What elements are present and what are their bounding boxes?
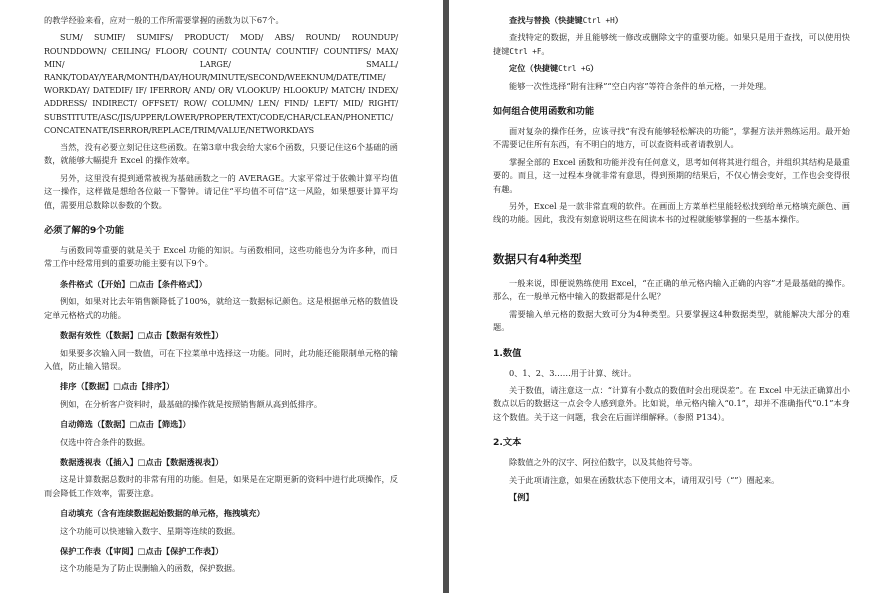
feature-desc-end: 。 <box>541 45 550 56</box>
paragraph: 面对复杂的操作任务，应该寻找“有没有能够轻松解决的功能”，掌握方法并熟练运用。最开始不需要记住所有东西，有不明白的地方，可以查资料或者请教别人。 <box>493 126 850 150</box>
shortcut-key: Ctrl +G <box>558 64 591 74</box>
paragraph: 关于数值，请注意这一点：“计算有小数点的数值时会出现误差”。在 Excel 中无法正确算出小数点以后的数据这一点会令人感到意外。比如说，单元格内输入“0.1”，却并不准确指代“0.1”本身这个数值。关于这一问题，我会在后面详细解释。（参照 P134）。 <box>493 384 850 422</box>
feature-desc <box>493 31 850 58</box>
feature-title: 条件格式（【开始】□点击【条件格式】） <box>60 278 207 289</box>
feature-title <box>509 62 850 75</box>
paragraph: 另外，这里没有提到通常被视为基础函数之一的 AVERAGE。大家平常过于依赖计算平均值这一操作，这样做是想给各位敲一下警钟。请记住“平均值不可信”这一风险，如果想要计算平均值，需要用总数除以参数的个数。 <box>44 172 398 210</box>
feature-desc: 这是计算数据总数时的非常有用的功能。但是，如果是在定期更新的资料中进行此项操作，反而会降低工作效率，需要注意。 <box>44 474 398 498</box>
paragraph: 除数值之外的汉字、阿拉伯数字，以及其他符号等。 <box>509 457 698 468</box>
left-page <box>0 0 443 593</box>
feature-title: 自动筛选（【数据】□点击【筛选】） <box>60 419 191 430</box>
feature-desc: 例如，如果对比去年销售额降低了100%，就给这一数据标记颜色。这是根据单元格的数值设定单元格格式的功能。 <box>44 296 398 320</box>
section-heading: 1.数值 <box>493 347 522 359</box>
right-page <box>449 0 892 593</box>
paragraph: 与函数同等重要的就是关于 Excel 功能的知识。与函数相同，这些功能也分为许多种，而日常工作中经常用到的重要功能主要有以下9个。 <box>44 245 398 269</box>
paragraph: 0、1、2、3……用于计算、统计。 <box>509 367 637 378</box>
paragraph: 当然，没有必要立刻记住这些函数。在第3章中我会给大家6个函数，只要记住这6个基础的函数，就能够大幅提升 Excel 的操作效率。 <box>44 142 398 166</box>
feature-title: 数据透视表（【插入】□点击【数据透视表】） <box>60 456 224 467</box>
feature-desc: 这个功能是为了防止误删输入的函数，保护数据。 <box>60 563 241 574</box>
feature-title-close: ） <box>614 15 623 25</box>
feature-title: 保护工作表（【审阅】□点击【保护工作表】） <box>60 545 224 556</box>
shortcut-key: Ctrl +F <box>509 46 542 56</box>
paragraph: 关于此项请注意，如果在函数状态下使用文本，请用双引号（“”）圈起来。 <box>509 474 780 485</box>
feature-title <box>509 14 850 27</box>
example-label: 【例】 <box>509 491 534 502</box>
feature-desc-text: 查找特定的数据，并且能够统一修改或删除文字的重要功能。如果只是用于查找，可以使用快捷键 <box>493 32 850 56</box>
feature-desc: 例如，在分析客户资料时，最基础的操作就是按照销售额从高到低排序。 <box>60 398 323 409</box>
chapter-heading: 数据只有4种类型 <box>493 251 582 266</box>
feature-title-text: 定位（快捷键 <box>509 63 559 74</box>
feature-title: 数据有效性（【数据】□点击【数据有效性】） <box>60 330 224 341</box>
feature-title-close: ） <box>590 63 599 74</box>
section-heading: 必须了解的9个功能 <box>44 225 124 237</box>
intro-text: 的教学经验来看，应对一般的工作所需要掌握的函数为以下67个。 <box>44 15 284 25</box>
feature-title-text: 查找与替换（快捷键 <box>509 15 583 25</box>
paragraph: 需要输入单元格的数据大致可分为4种类型。只要掌握这4种数据类型，就能解决大部分的难题。 <box>493 308 850 333</box>
feature-desc: 如果要多次输入同一数值，可在下拉菜单中选择这一功能。同时，此功能还能限制单元格的输入值，防止输入错误。 <box>44 347 398 371</box>
feature-desc: 仅选中符合条件的数据。 <box>60 436 151 447</box>
functions-list: SUM/ SUMIF/ SUMIFS/ PRODUCT/ MOD/ ABS/ ROUND/ ROUNDUP/ ROUNDDOWN/ CEILING/ FLOOR/ COUNT/ COUNTA/ COUNTIF/ COUNTIFS/ MAX/ MIN/ LARGE/ SMALL/ RANK/TODAY/YEAR/MONTH/DAY/HOUR/MINUTE/SECOND/WEEKNUM/DATE/TIME/ WORKDAY/ DATEDIF/ IF/ IFERROR/ AND/ OR/ VLOOKUP/ HLOOKUP/ MATCH/ INDEX/ ADDRESS/ INDIRECT/ OFFSET/ ROW/ COLUMN/ LEN/ FIND/ LEFT/ MID/ RIGHT/ SUBSTITUTE/ASC/JIS/UPPER/LOWER/PROPER/TEXT/CODE/CHAR/CLEAN/PHONETIC/ CONCATENATE/ISERROR/REPLACE/TRIM/VALUE/NETWORKDAYS <box>44 33 398 135</box>
shortcut-key: Ctrl +H <box>582 16 615 25</box>
feature-title: 自动填充（含有连续数据起始数据的单元格，拖拽填充） <box>60 508 265 519</box>
feature-desc: 能够一次性选择“附有注释”“空白内容”等符合条件的单元格，一并处理。 <box>509 80 772 91</box>
paragraph: 一般来说，即便说熟练使用 Excel，“在正确的单元格内输入正确的内容”才是最基础的操作。那么，在一般单元格中输入的数据都是什么呢？ <box>493 277 850 302</box>
paragraph: 掌握全部的 Excel 函数和功能并没有任何意义，思考如何将其进行组合，并组织其结构是最重要的。而且，这一过程本身就非常有意思，得到预期的结果后，不仅心情会变好，工作也会变得很有趣。 <box>493 156 850 194</box>
paragraph: 另外，Excel 是一款非常直观的软件。在画面上方菜单栏里能轻松找到给单元格填充颜色、画线的功能。因此，我没有刻意说明这些在阅读本书的过程就能够掌握的一些基本操作。 <box>493 201 850 225</box>
section-heading: 如何组合使用函数和功能 <box>493 106 595 118</box>
feature-title: 排序（【数据】□点击【排序】） <box>60 381 175 392</box>
section-heading: 2.文本 <box>493 437 522 449</box>
feature-desc: 这个功能可以快速输入数字、星期等连续的数据。 <box>60 525 241 536</box>
